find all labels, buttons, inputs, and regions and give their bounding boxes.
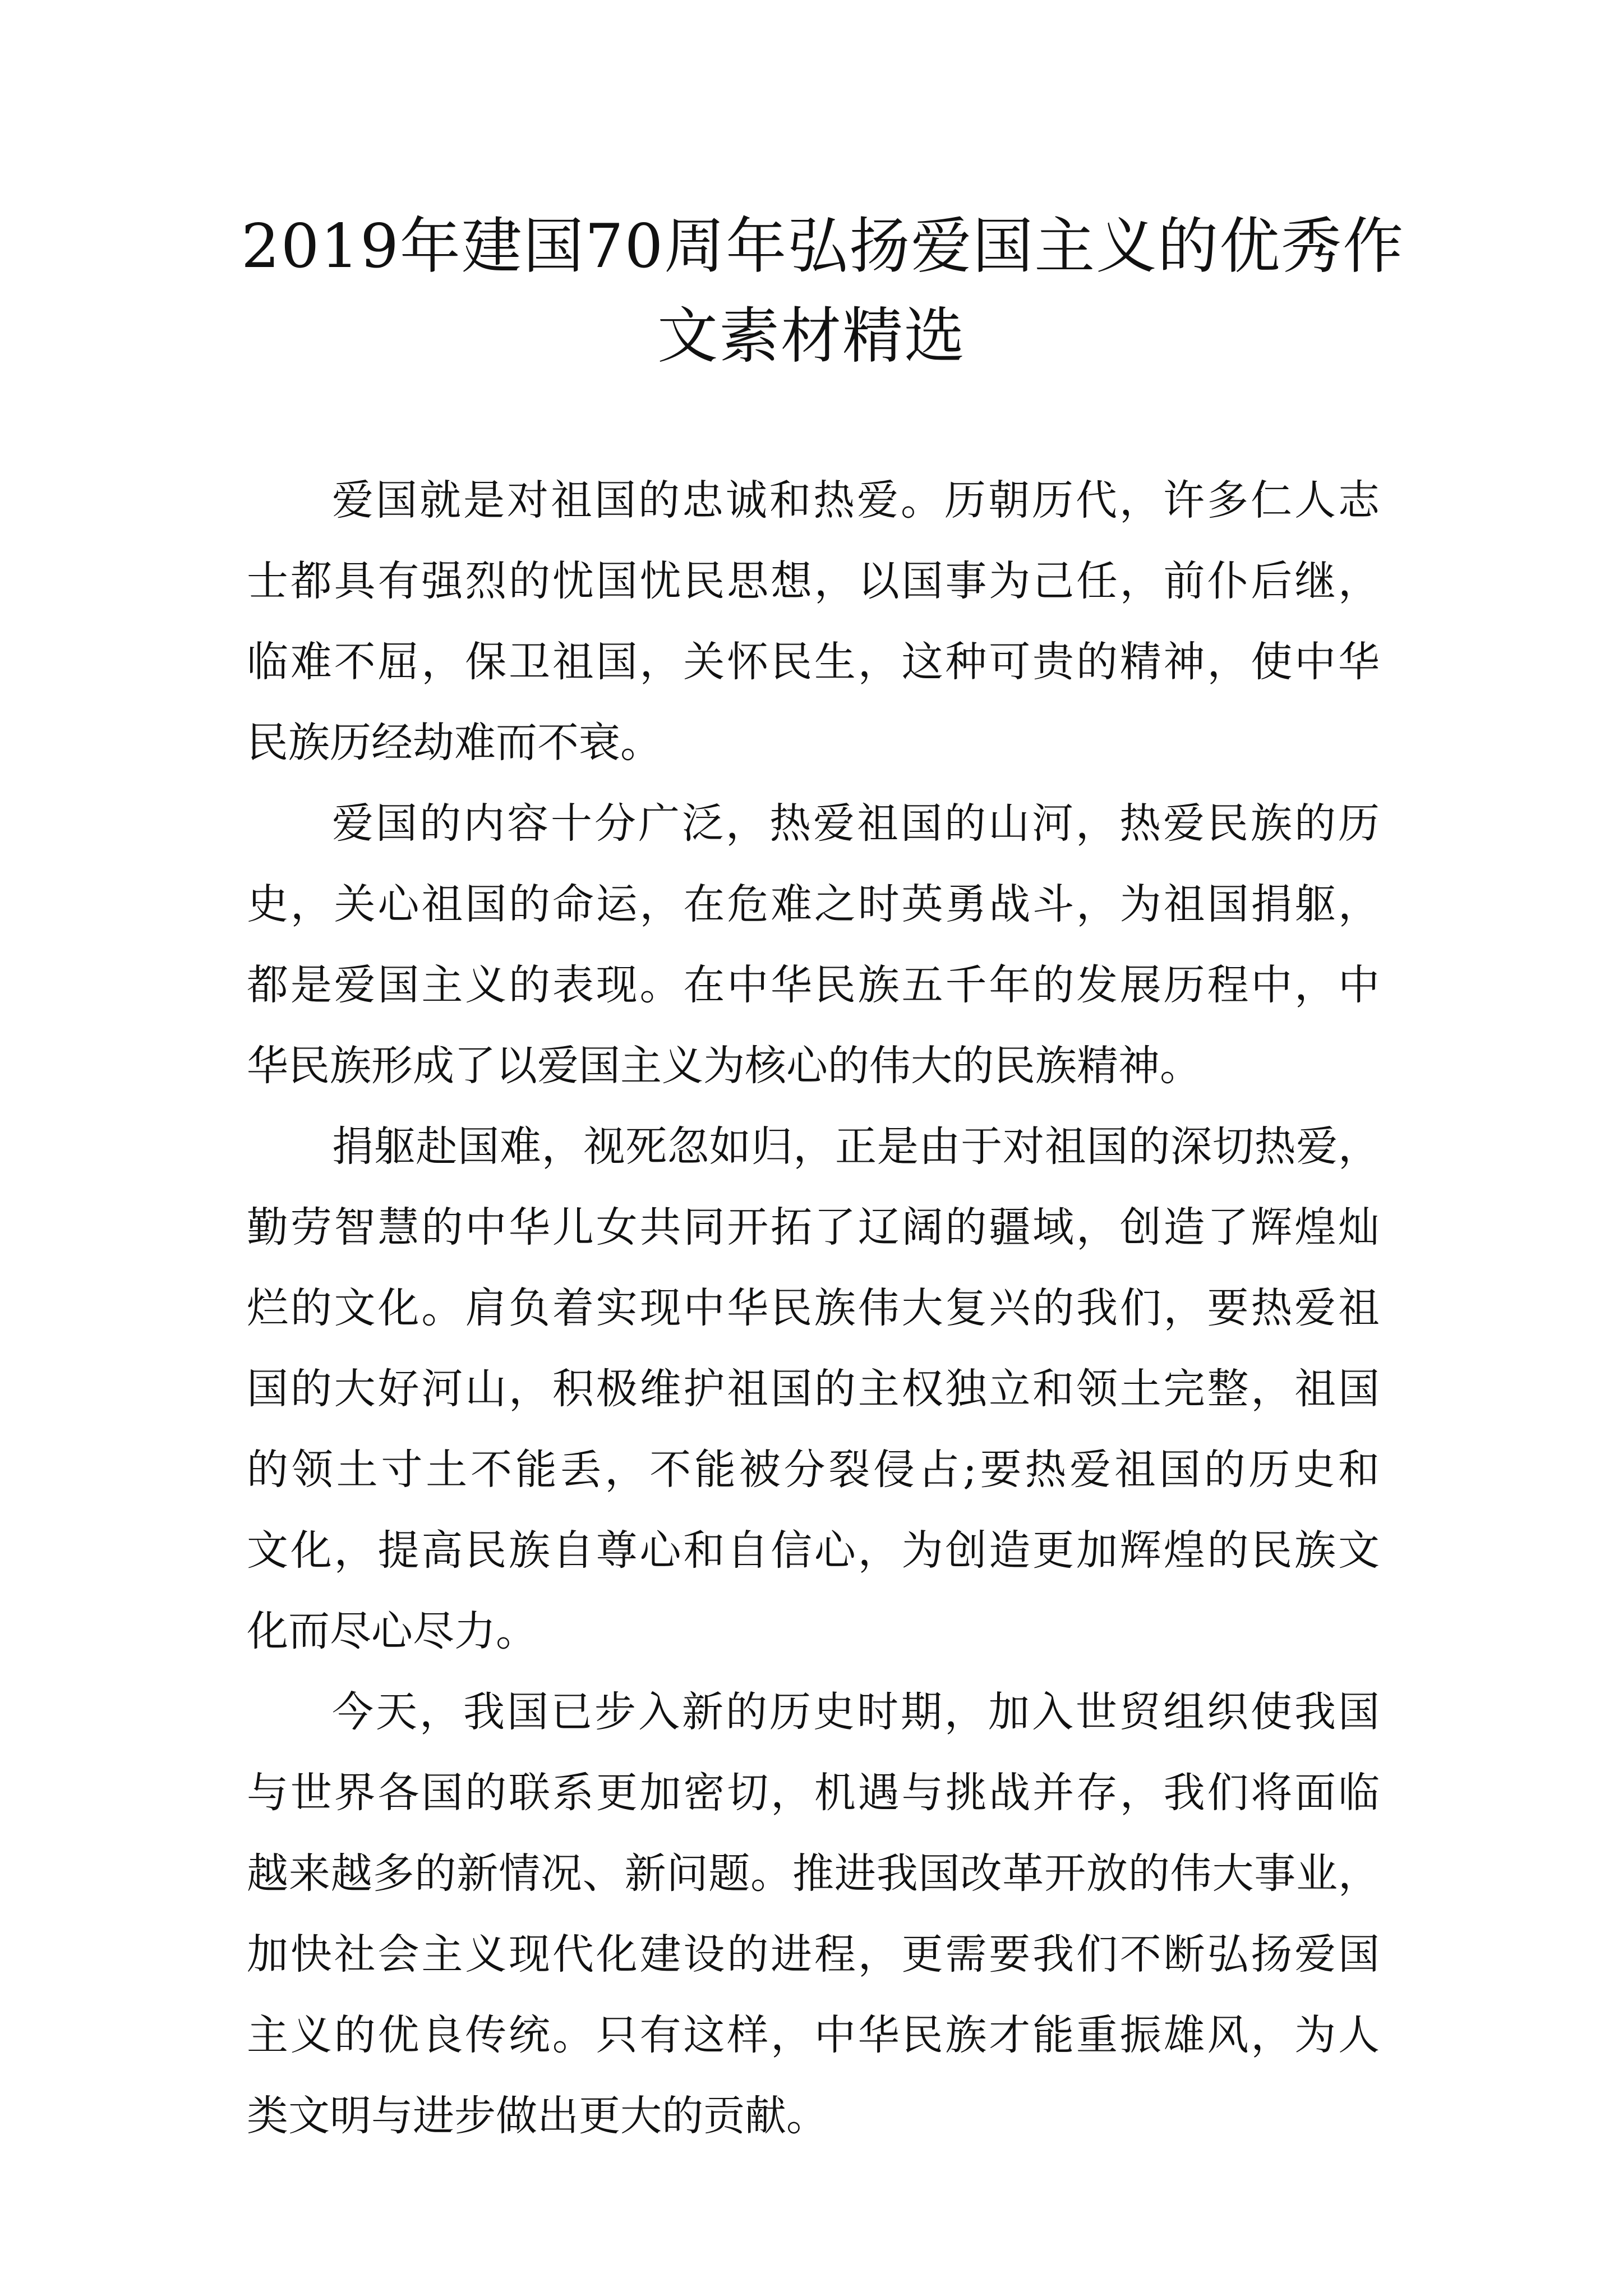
text-line: 民族历经劫难而不衰。 — [247, 719, 662, 767]
text-line: 化而尽心尽力。 — [247, 1607, 537, 1655]
text-line: 临难不屈，保卫祖国，关怀民生，这种可贵的精神，使中华 — [247, 638, 1380, 686]
text-line: 史，关心祖国的命运，在危难之时英勇战斗，为祖国捐躯， — [247, 880, 1380, 928]
paragraph-4 — [247, 1672, 1380, 2156]
paragraph-2 — [247, 783, 1380, 1106]
text-line: 加快社会主义现代化建设的进程，更需要我们不断弘扬爱国 — [247, 1930, 1380, 1978]
text-line: 烂的文化。肩负着实现中华民族伟大复兴的我们，要热爱祖 — [247, 1284, 1380, 1332]
text-line: 越来越多的新情况、新问题。推进我国改革开放的伟大事业， — [247, 1849, 1380, 1898]
text-line: 爱国的内容十分广泛，热爱祖国的山河，热爱民族的历 — [332, 799, 1380, 848]
paragraph-1 — [247, 460, 1380, 783]
text-line: 的领土寸土不能丢，不能被分裂侵占;要热爱祖国的历史和 — [247, 1446, 1380, 1494]
text-line: 与世界各国的联系更加密切，机遇与挑战并存，我们将面临 — [247, 1769, 1380, 1817]
text-line: 主义的优良传统。只有这样，中华民族才能重振雄风，为人 — [247, 2011, 1380, 2059]
text-line: 勤劳智慧的中华儿女共同开拓了辽阔的疆域，创造了辉煌灿 — [247, 1203, 1380, 1251]
text-line: 类文明与进步做出更大的贡献。 — [247, 2092, 828, 2140]
text-line: 捐躯赴国难，视死忽如归，正是由于对祖国的深切热爱， — [332, 1122, 1380, 1171]
text-line: 今天，我国已步入新的历史时期，加入世贸组织使我国 — [332, 1688, 1380, 1736]
text-line: 华民族形成了以爱国主义为核心的伟大的民族精神。 — [247, 1042, 1201, 1090]
document-body — [247, 460, 1380, 2156]
title-line: 文素材精选 — [657, 301, 966, 371]
document-title — [241, 202, 1405, 381]
text-line: 国的大好河山，积极维护祖国的主权独立和领土完整，祖国 — [247, 1365, 1380, 1413]
text-line: 文化，提高民族自尊心和自信心，为创造更加辉煌的民族文 — [247, 1526, 1380, 1575]
paragraph-3 — [247, 1106, 1380, 1672]
text-line: 爱国就是对祖国的忠诚和热爱。历朝历代，许多仁人志 — [332, 476, 1380, 524]
text-line: 都是爱国主义的表现。在中华民族五千年的发展历程中，中 — [247, 961, 1380, 1009]
title-line: 2019年建国70周年弘扬爱国主义的优秀作 — [241, 211, 1405, 282]
text-line: 士都具有强烈的忧国忧民思想，以国事为己任，前仆后继， — [247, 557, 1380, 605]
